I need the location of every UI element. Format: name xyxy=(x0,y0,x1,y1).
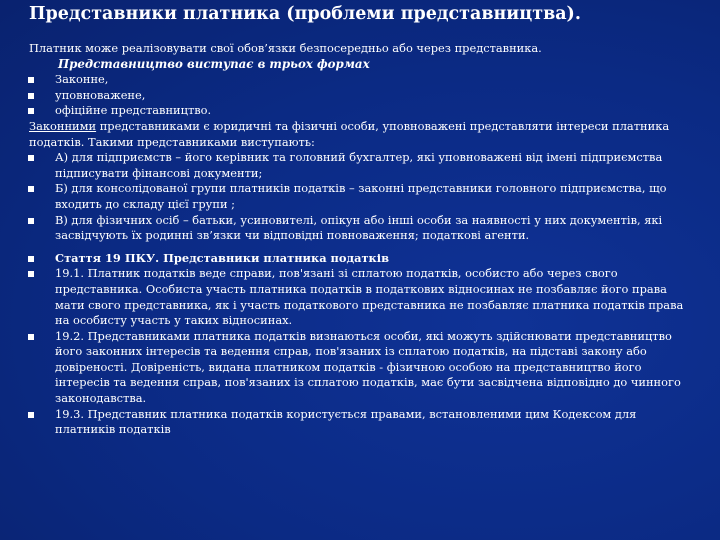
list-item xyxy=(29,150,691,181)
list-item xyxy=(29,213,691,244)
slide-content xyxy=(29,41,691,438)
bullet-icon xyxy=(28,334,34,340)
bullet-icon xyxy=(28,256,34,262)
list-item xyxy=(29,88,691,104)
list-item-text: 19.1. Платник податків веде справи, пов'язані зі сплатою податків, особисто або через свого представника. Особиста участь платника податків в податкових відносинах не позбавляє його права мати свого представника, як і участь податкового представника не позбавляє платника податків права на особисту участь у таких відносинах. xyxy=(55,266,684,328)
list-item-text: офіційне представництво. xyxy=(55,103,212,118)
list-item-text: 19.3. Представник платника податків користується правами, встановленими цим Кодексом для платників податків xyxy=(55,406,637,437)
slide-title: Представники платника (проблеми представництва). xyxy=(29,4,581,24)
list-item-text: В) для фізичних осіб – батьки, усиновителі, опікун або інші особи за наявності у них документів, які засвідчують їх родинні зв’язки чи відповідні повноваження; податкові агенти. xyxy=(55,212,663,243)
legal-text: представниками є юридичні та фізичні особи, уповноважені представляти інтереси платника податків. Такими представниками виступають: xyxy=(29,118,670,149)
bullet-icon xyxy=(28,155,34,161)
list-item-text: уповноважене, xyxy=(55,87,146,102)
list-item-text: Законне, xyxy=(55,72,109,87)
bullet-icon xyxy=(28,186,34,192)
spacer xyxy=(29,244,691,251)
bullet-icon xyxy=(28,93,34,99)
list-item-text: 19.2. Представниками платника податків визнаються особи, які можуть здійснювати представництво його законних інтересів та ведення справ, пов'язаних із сплатою податків, на підставі закону або довіреності. Довіреність, видана платником податків - фізичною особою на представництво його інтересів та ведення справ, пов'язаних із сплатою податків, має бути засвідчена відповідно до чинного законодавства. xyxy=(55,328,681,406)
bullet-icon xyxy=(28,218,34,224)
bullet-icon xyxy=(28,271,34,277)
list-item xyxy=(29,266,691,328)
list-item xyxy=(29,251,691,267)
forms-heading: Представництво виступає в трьох формах xyxy=(58,56,370,71)
list-item xyxy=(29,407,691,438)
legal-representatives-paragraph xyxy=(29,119,691,150)
article-heading: Стаття 19 ПКУ. Представники платника податків xyxy=(55,250,389,265)
list-item xyxy=(29,72,691,88)
bullet-icon xyxy=(28,412,34,418)
list-item xyxy=(29,329,691,407)
list-item-text: А) для підприємств – його керівник та головний бухгалтер, які уповноважені від імені підприємства підписувати фінансові документи; xyxy=(55,150,663,180)
list-item xyxy=(29,181,691,212)
intro-text: Платник може реалізовувати свої обов’язки безпосередньо або через представника. xyxy=(29,41,542,55)
list-item-text: Б) для консолідованої групи платників податків – законні представники головного підприємства, що входить до складу цієї групи ; xyxy=(55,181,667,211)
legal-term: Законними xyxy=(29,118,97,133)
bullet-icon xyxy=(28,77,34,83)
list-item xyxy=(29,103,691,119)
bullet-icon xyxy=(28,108,34,114)
